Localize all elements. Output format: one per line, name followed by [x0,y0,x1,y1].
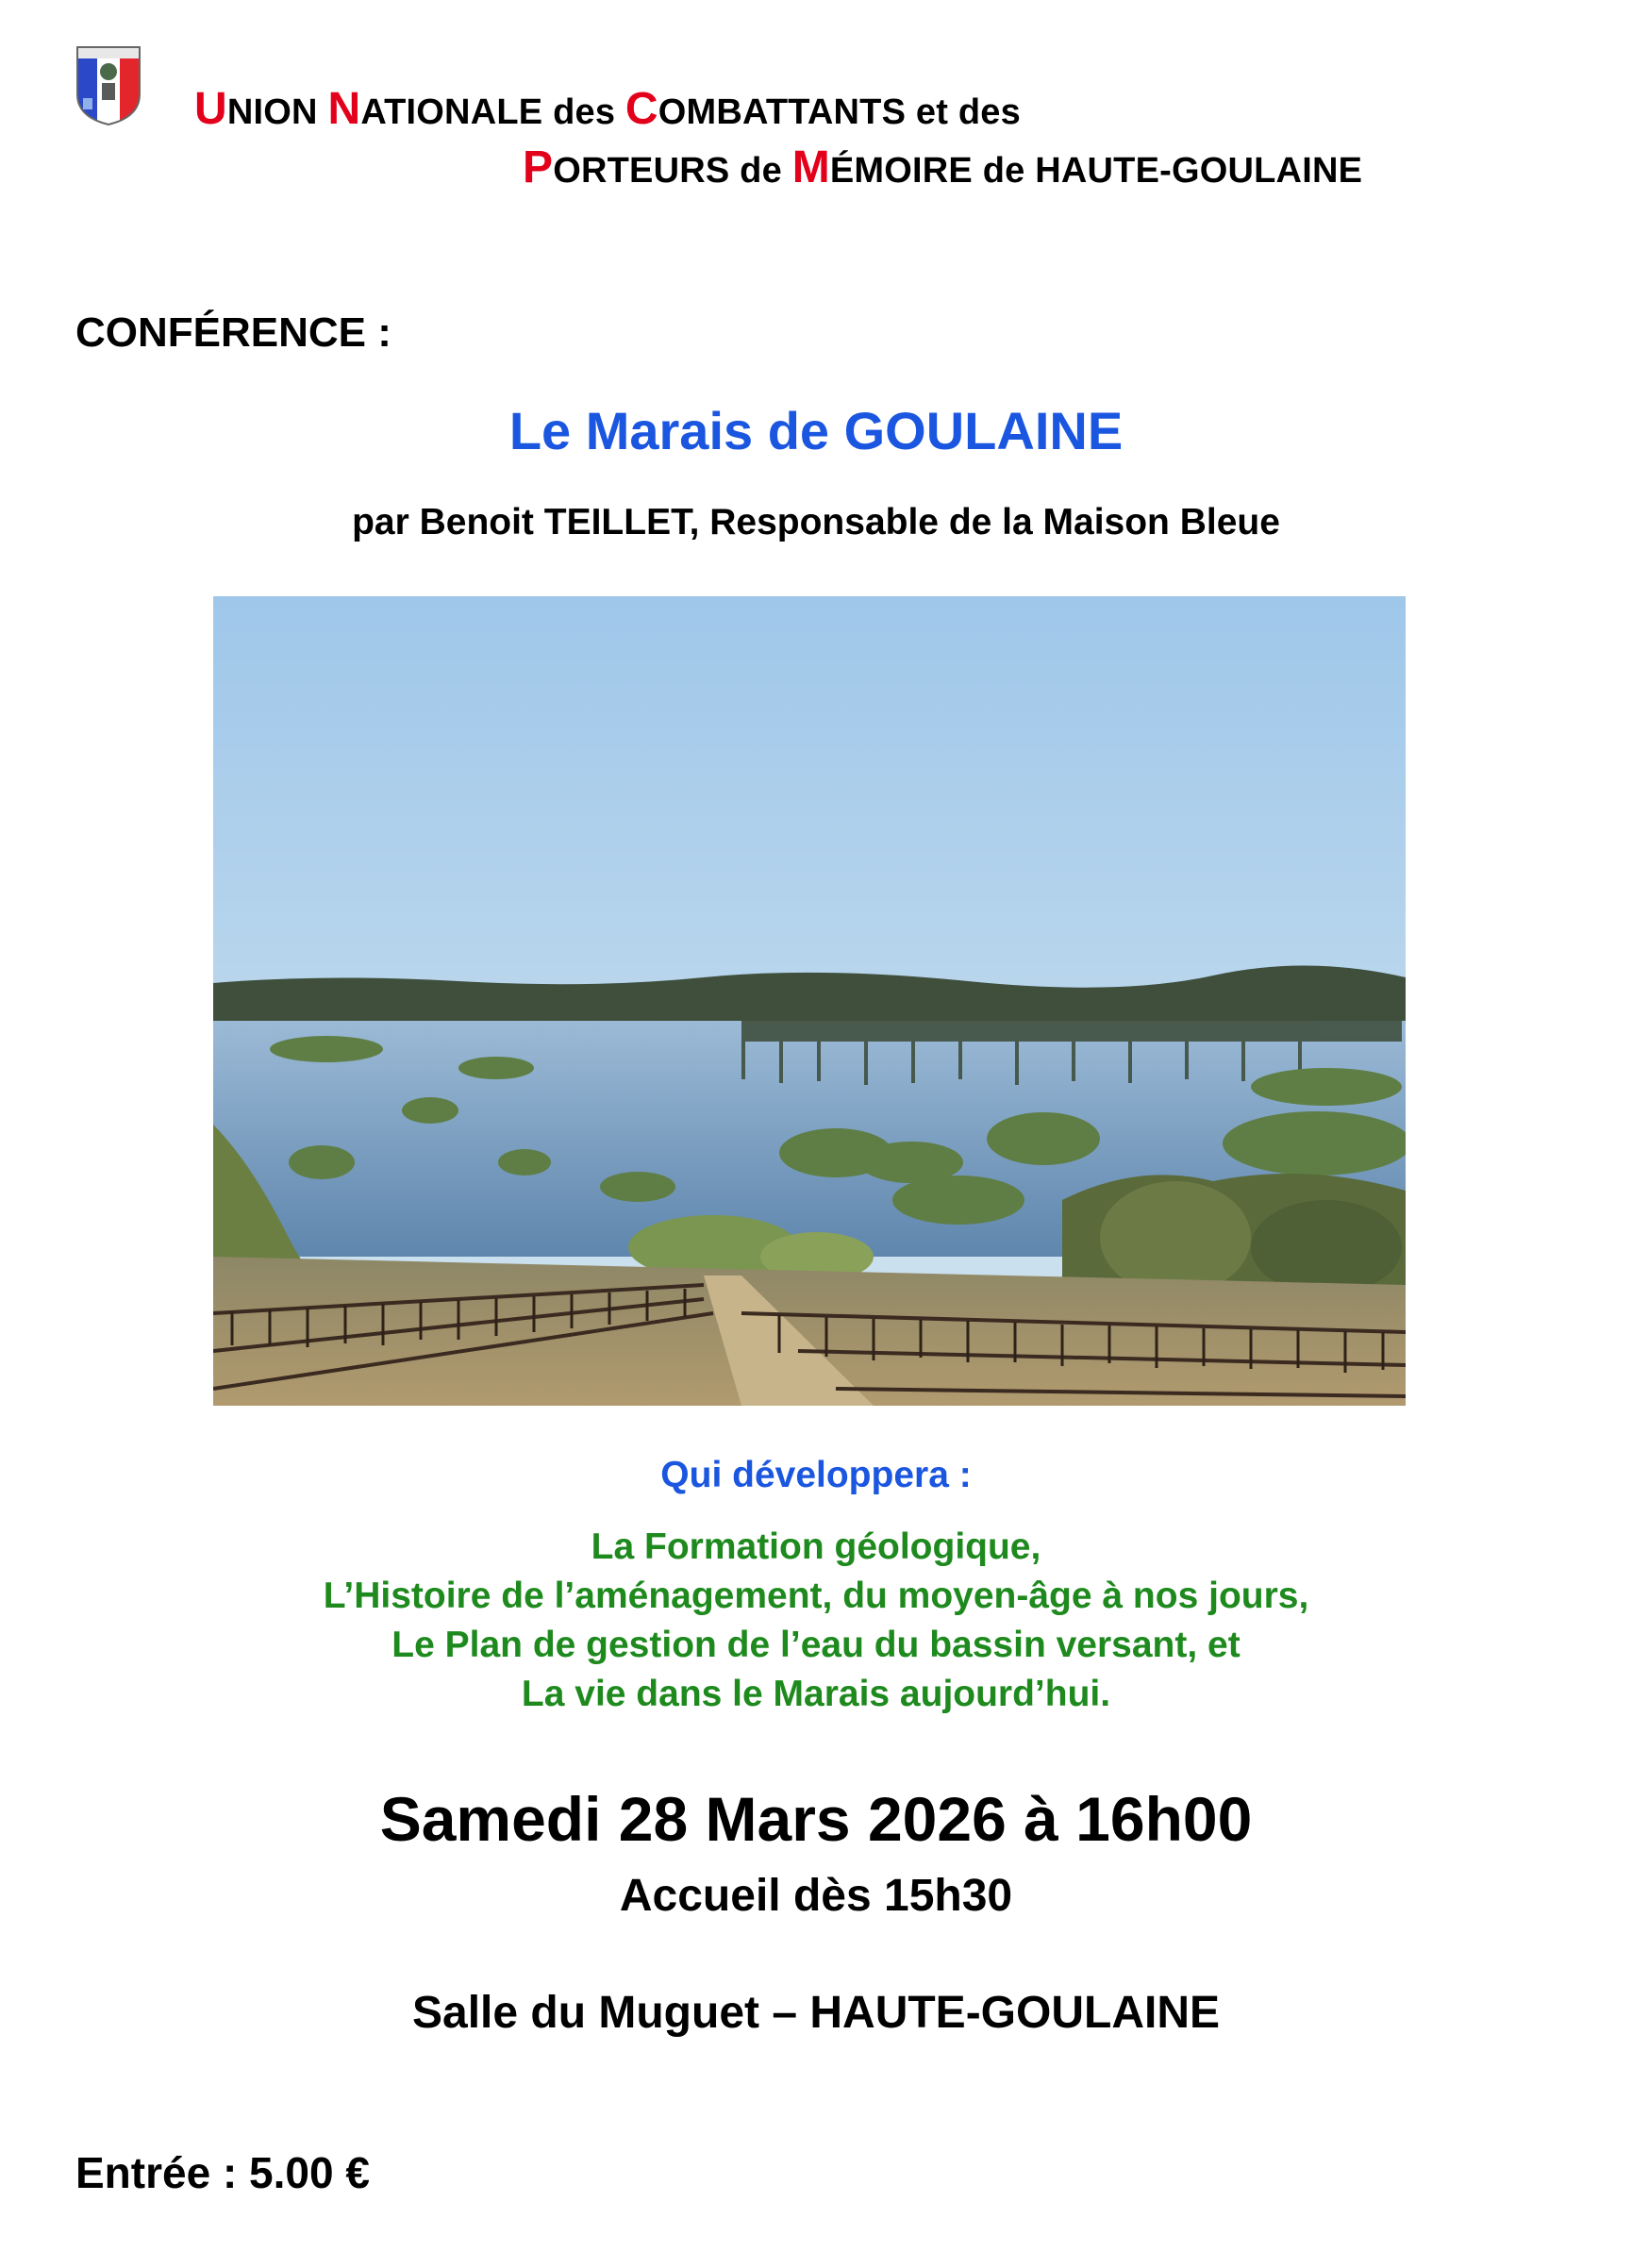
event-date: Samedi 28 Mars 2026 à 16h00 [379,1784,1253,1854]
header-word: OMBATTANTS [658,92,907,132]
conference-title: Le Marais de GOULAINE [508,401,1124,460]
topic-item: L’Histoire de l’aménagement, du moyen-âge à nos jours, [323,1576,1309,1616]
header-word: ATIONALE [360,92,543,132]
entry-price: Entrée : 5.00 € [75,2148,370,2197]
conference-label: CONFÉRENCE : [75,309,391,356]
header-initial: M [791,142,830,192]
topics-intro: Qui développera : [660,1455,972,1495]
header-initial: P [523,142,554,192]
unc-logo [74,43,143,126]
marsh-photo [213,596,1406,1406]
header-word: de [729,151,792,191]
event-venue: Salle du Muguet – HAUTE-GOULAINE [411,1988,1221,2038]
header-initial: U [194,84,227,134]
reception-time: Accueil dès 15h30 [619,1871,1013,1921]
speaker-byline: par Benoit TEILLET, Responsable de la Maison Bleue [352,502,1280,542]
topic-item: Le Plan de gestion de l’eau du bassin versant, et [391,1625,1241,1665]
header-word: NION [226,92,328,132]
header-initial: N [327,84,361,134]
header-line-2 [523,142,1362,193]
header-word: des [542,92,625,132]
topic-item: La vie dans le Marais aujourd’hui. [521,1674,1111,1714]
header-initial: C [624,84,658,134]
header-word: ÉMOIRE [829,151,973,191]
header-word: de HAUTE-GOULAINE [972,151,1363,191]
header-line-1 [194,83,1021,135]
header-word: et des [906,92,1021,132]
topic-item: La Formation géologique, [591,1526,1041,1567]
header-word: ORTEURS [553,151,730,191]
